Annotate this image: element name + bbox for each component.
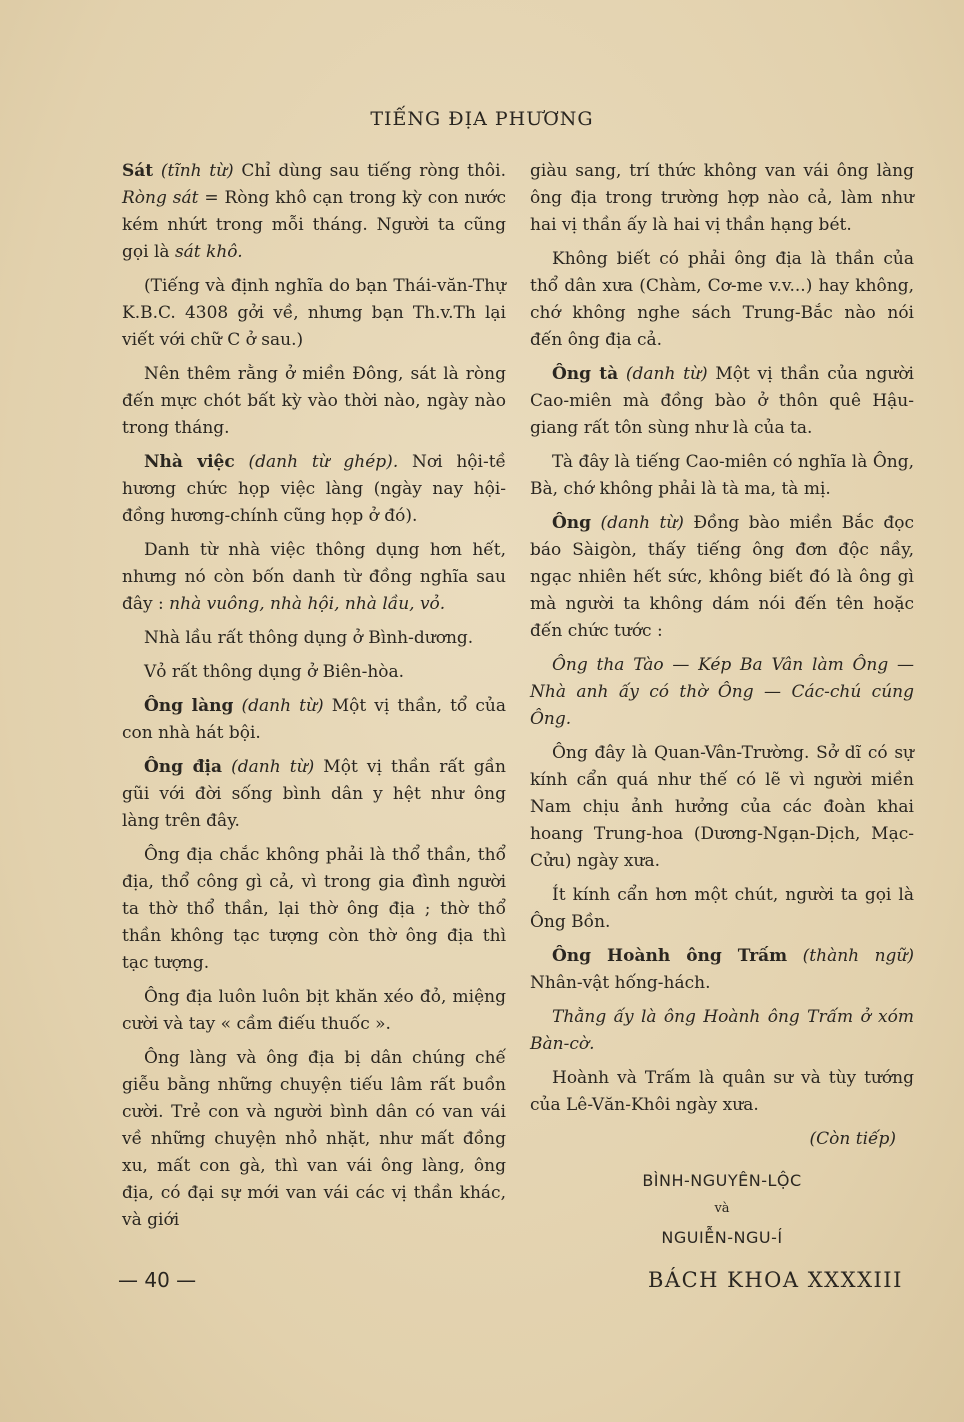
example-quote: Ông tha Tào — Kép Ba Vân làm Ông — Nhà anh ấy có thờ Ông — Các-chú cúng Ông. — [530, 655, 914, 729]
example-quote: Thằng ấy là ông Hoành ông Trấm ở xóm Bàn-cờ. — [530, 1007, 914, 1054]
entry-text: Nhân-vật hống-hách. — [530, 973, 711, 993]
continued-note: (Còn tiếp) — [809, 1129, 896, 1149]
entry-nha-viec — [122, 449, 506, 530]
part-of-speech: (danh từ ghép). — [248, 452, 399, 472]
entry-ong-dia — [122, 754, 506, 835]
entry-text: = Ròng khô cạn trong kỳ con nước kém nhứt trong mỗi tháng. Người ta cũng gọi là — [122, 188, 507, 262]
entry-text: Một vị thần rất gần gũi với đời sống bình dân y hệt như ông làng trên đây. — [122, 757, 506, 831]
right-column — [530, 158, 914, 1251]
paragraph-text: Danh từ nhà việc thông dụng hơn hết, nhưng nó còn bốn danh từ đồng nghĩa sau đây : — [122, 540, 506, 614]
entry-ong-lang — [122, 693, 506, 747]
paragraph — [122, 537, 506, 618]
author-conjunction: và — [714, 1201, 730, 1216]
part-of-speech: (danh từ) — [600, 513, 684, 533]
part-of-speech: (thành ngữ) — [802, 946, 915, 966]
left-column — [122, 158, 506, 1241]
paragraph: Vỏ rất thông dụng ở Biên-hòa. — [144, 662, 405, 682]
paragraph: Hoành và Trấm là quân sư và tùy tướng của Lê-Văn-Khôi ngày xưa. — [530, 1068, 914, 1115]
entry-text: Nơi hội-tề hương chức họp việc làng (ngày nay hội-đồng hương-chính cũng họp ở đó). — [122, 452, 507, 526]
part-of-speech: (tĩnh từ) — [160, 161, 234, 181]
paragraph: Nhà lầu rất thông dụng ở Bình-dương. — [144, 628, 474, 648]
issue-label: BÁCH KHOA XXXXIII — [648, 1268, 903, 1292]
paragraph: giàu sang, trí thức không van vái ông làng ông địa trong trường hợp nào cả, làm như hai vị thần ấy là hai vị thần hạng bét. — [530, 161, 914, 235]
page-number: — 40 — — [118, 1268, 197, 1292]
paragraph: Tà đây là tiếng Cao-miên có nghĩa là Ông, Bà, chớ không phải là tà ma, tà mị. — [530, 452, 914, 499]
entry-ong-hoanh — [530, 943, 914, 997]
example: sát khô. — [174, 242, 243, 262]
entry-text: Chỉ dùng sau tiếng ròng thôi. — [233, 161, 506, 181]
part-of-speech: (danh từ) — [241, 696, 324, 716]
entry-text: Một vị thần, tổ của con nhà hát bội. — [122, 696, 507, 743]
synonyms: nhà vuông, nhà hội, nhà lầu, vỏ. — [169, 594, 446, 614]
entry-ong — [530, 510, 914, 645]
paragraph: Không biết có phải ông địa là thần của thổ dân xưa (Chàm, Cơ-me v.v...) hay không, chớ không nghe sách Trung-Bắc nào nói đến ông địa cả. — [530, 249, 914, 350]
part-of-speech: (danh từ) — [231, 757, 315, 777]
paragraph: Ông địa chắc không phải là thổ thần, thổ địa, thổ công gì cả, vì trong gia đình người ta thờ thổ thần, lại thờ ông địa ; thờ thổ thần không tạc tượng còn thờ ông địa thì tạc tượng. — [122, 845, 506, 973]
entry-text: Đồng bào miền Bắc đọc báo Sàigòn, thấy tiếng ông đơn độc nầy, ngạc nhiên hết sức, không biết đó là ông gì mà người ta không dám nói đến tên hoặc đến chức tước : — [530, 513, 914, 641]
author-name: BÌNH-NGUYÊN-LỘC — [642, 1171, 802, 1190]
part-of-speech: (danh từ) — [625, 364, 708, 384]
paragraph: Ông đây là Quan-Vân-Trường. Sở dĩ có sự kính cẩn quá như thế có lẽ vì người miền Nam chịu ảnh hưởng của các đoàn khai hoang Trung-hoa (Dương-Ngạn-Dịch, Mạc-Cửu) ngày xưa. — [530, 743, 914, 871]
entry-term: Nhà việc — [144, 452, 235, 472]
entry-term: Ông Hoành ông Trấm — [552, 946, 788, 966]
entry-ong-ta — [530, 361, 914, 442]
running-header: TIẾNG ĐỊA PHƯƠNG — [370, 108, 594, 130]
entry-term: Ông làng — [144, 696, 234, 716]
entry-term: Ông tà — [552, 364, 619, 384]
paragraph: Ông địa luôn luôn bịt khăn xéo đỏ, miệng cười và tay « cầm điếu thuốc ». — [122, 987, 506, 1034]
author-name: NGUIỄN-NGU-Í — [661, 1228, 783, 1247]
entry-text: Một vị thần của người Cao-miên mà đồng bào ở thôn quê Hậu-giang rất tôn sùng như là của ta. — [530, 364, 914, 438]
paragraph: Ông làng và ông địa bị dân chúng chế giễu bằng những chuyện tiếu lâm rất buồn cười. Trẻ con và người bình dân có van vái về những chuyện nhỏ nhặt, như mất đồng xu, mất con gà, thì van vái ông làng, ông địa, có đại sự mới van vái các vị thần khác, và giới — [122, 1048, 506, 1230]
entry-term: Sát — [122, 161, 154, 181]
entry-term: Ông địa — [144, 757, 223, 777]
entry-term: Ông — [552, 513, 592, 533]
example: Ròng sát — [122, 188, 199, 208]
paragraph: Ít kính cẩn hơn một chút, người ta gọi là Ông Bồn. — [530, 885, 914, 932]
paragraph: (Tiếng và định nghĩa do bạn Thái-văn-Thự K.B.C. 4308 gởi về, nhưng bạn Th.v.Th lại viết với chữ C ở sau.) — [122, 276, 506, 350]
paragraph: Nên thêm rằng ở miền Đông, sát là ròng đến mực chót bất kỳ vào thời nào, ngày nào trong tháng. — [122, 364, 506, 438]
entry-sat — [122, 158, 506, 266]
